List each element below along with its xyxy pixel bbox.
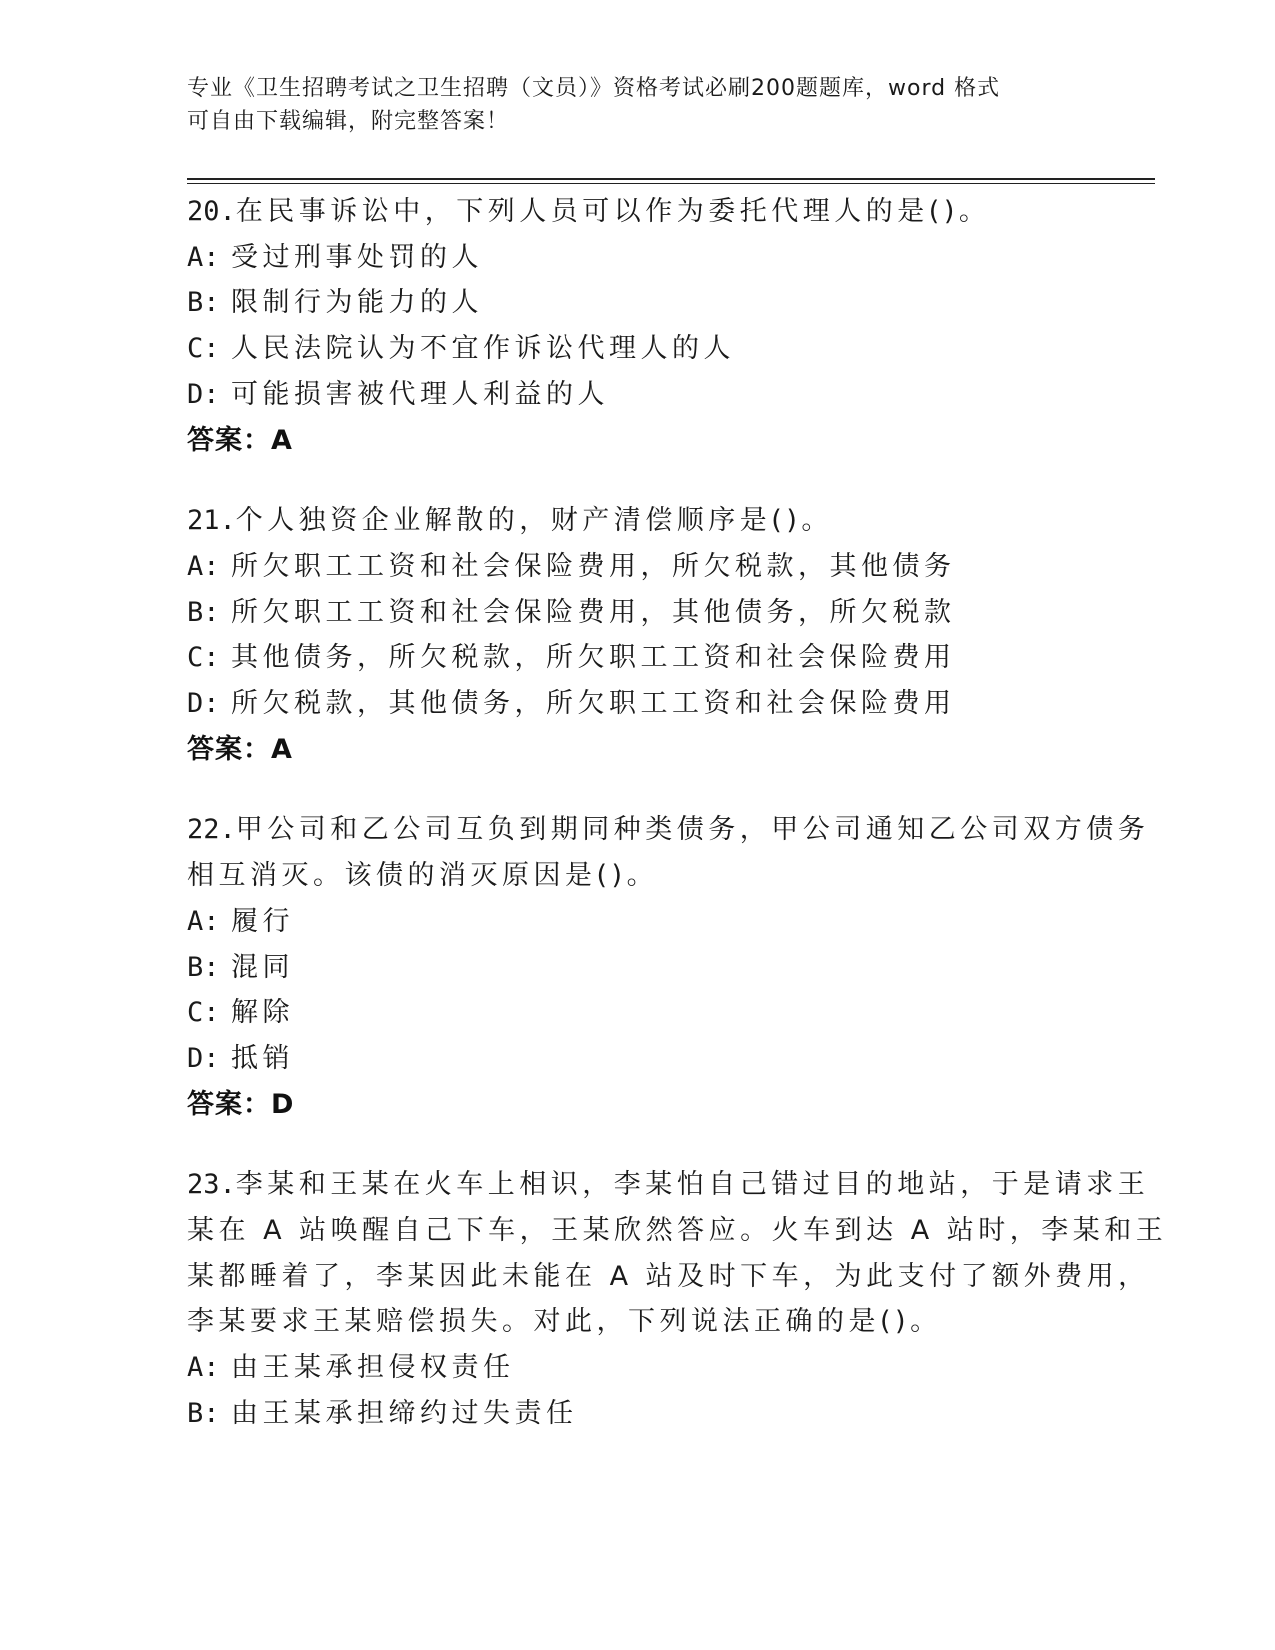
option-text: 混同 (231, 951, 294, 983)
question-stem-text: 个人独资企业解散的，财产清偿顺序是()。 (235, 505, 833, 537)
question-block (187, 1162, 1168, 1436)
question-stem-line (187, 1254, 1150, 1300)
option-text: 由王某承担侵权责任 (231, 1352, 515, 1384)
option-key: C: (187, 333, 220, 365)
option-key: A: (187, 1352, 220, 1384)
answer-option (187, 1345, 1087, 1391)
option-key: B: (187, 287, 220, 319)
option-text: 抵销 (231, 1042, 294, 1074)
answer-key: 答案：A (187, 733, 293, 765)
question-stem-text: 某都睡着了，李某因此未能在 A 站及时下车，为此支付了额外费用， (187, 1260, 1150, 1292)
question-stem-text: 相互消灭。该债的消灭原因是()。 (187, 860, 659, 892)
option-text: 其他债务，所欠税款，所欠职工工资和社会保险费用 (231, 642, 956, 674)
answer-option (187, 326, 1087, 372)
header-line-1: 专业《卫生招聘考试之卫生招聘（文员）》资格考试必刷200题题库，word 格式 (187, 76, 1001, 101)
question-block (187, 189, 1087, 463)
option-key: B: (187, 951, 220, 983)
header-divider-thick (187, 178, 1155, 180)
option-key: A: (187, 241, 220, 273)
question-stem-text: 在民事诉讼中，下列人员可以作为委托代理人的是()。 (235, 196, 991, 227)
question-number: 21. (187, 505, 236, 537)
option-key: D: (187, 688, 220, 720)
answer-option (187, 899, 1087, 945)
question-stem-text: 甲公司和乙公司互负到期同种类债务，甲公司通知乙公司双方债务 (235, 814, 1150, 846)
question-stem-line (187, 498, 1087, 544)
option-key: C: (187, 642, 220, 674)
option-text: 可能损害被代理人利益的人 (231, 378, 609, 410)
option-text: 解除 (231, 997, 294, 1029)
option-text: 由王某承担缔约过失责任 (231, 1397, 578, 1429)
option-text: 人民法院认为不宜作诉讼代理人的人 (231, 333, 735, 365)
option-text: 所欠职工工资和社会保险费用，其他债务，所欠税款 (231, 596, 956, 628)
question-number: 20. (187, 196, 236, 227)
option-key: C: (187, 997, 220, 1029)
answer-option (187, 280, 1087, 326)
answer-option (187, 372, 1087, 418)
option-key: D: (187, 1042, 220, 1074)
question-stem-line (187, 1162, 1150, 1208)
answer-option (187, 635, 1087, 681)
question-stem-line (187, 1299, 1087, 1345)
answer-option (187, 544, 1087, 590)
question-stem-line (187, 1208, 1168, 1254)
question-number: 23. (187, 1169, 236, 1201)
option-text: 履行 (231, 905, 294, 937)
question-block (187, 807, 1150, 1127)
question-stem-text: 某在 A 站唤醒自己下车，王某欣然答应。火车到达 A 站时，李某和王 (187, 1215, 1168, 1247)
option-text: 受过刑事处罚的人 (231, 241, 483, 273)
option-key: D: (187, 378, 220, 410)
answer-option (187, 990, 1087, 1036)
question-stem-text: 李某要求王某赔偿损失。对此，下列说法正确的是()。 (187, 1306, 942, 1338)
question-stem-line (187, 807, 1150, 853)
answer-option (187, 945, 1087, 991)
header-divider-thin (187, 183, 1155, 184)
question-stem-line (187, 853, 1087, 899)
question-stem-text: 李某和王某在火车上相识，李某怕自己错过目的地站，于是请求王 (235, 1169, 1150, 1201)
option-key: A: (187, 550, 220, 582)
option-text: 所欠税款，其他债务，所欠职工工资和社会保险费用 (231, 688, 956, 720)
answer-option (187, 235, 1087, 281)
option-key: B: (187, 596, 220, 628)
answer-key: 答案：A (187, 424, 293, 456)
answer-key: 答案：D (187, 1088, 295, 1120)
answer-option (187, 681, 1087, 727)
question-list (187, 189, 1168, 1472)
answer-option (187, 1036, 1087, 1082)
option-key: B: (187, 1397, 220, 1429)
document-header (187, 72, 1067, 138)
question-block (187, 498, 1087, 772)
answer-option (187, 1391, 1087, 1437)
option-key: A: (187, 905, 220, 937)
question-stem-line (187, 189, 1087, 235)
option-text: 限制行为能力的人 (231, 287, 483, 319)
option-text: 所欠职工工资和社会保险费用，所欠税款，其他债务 (231, 550, 956, 582)
question-number: 22. (187, 814, 236, 846)
answer-option (187, 590, 1087, 636)
header-line-2: 可自由下载编辑，附完整答案！ (187, 109, 510, 134)
